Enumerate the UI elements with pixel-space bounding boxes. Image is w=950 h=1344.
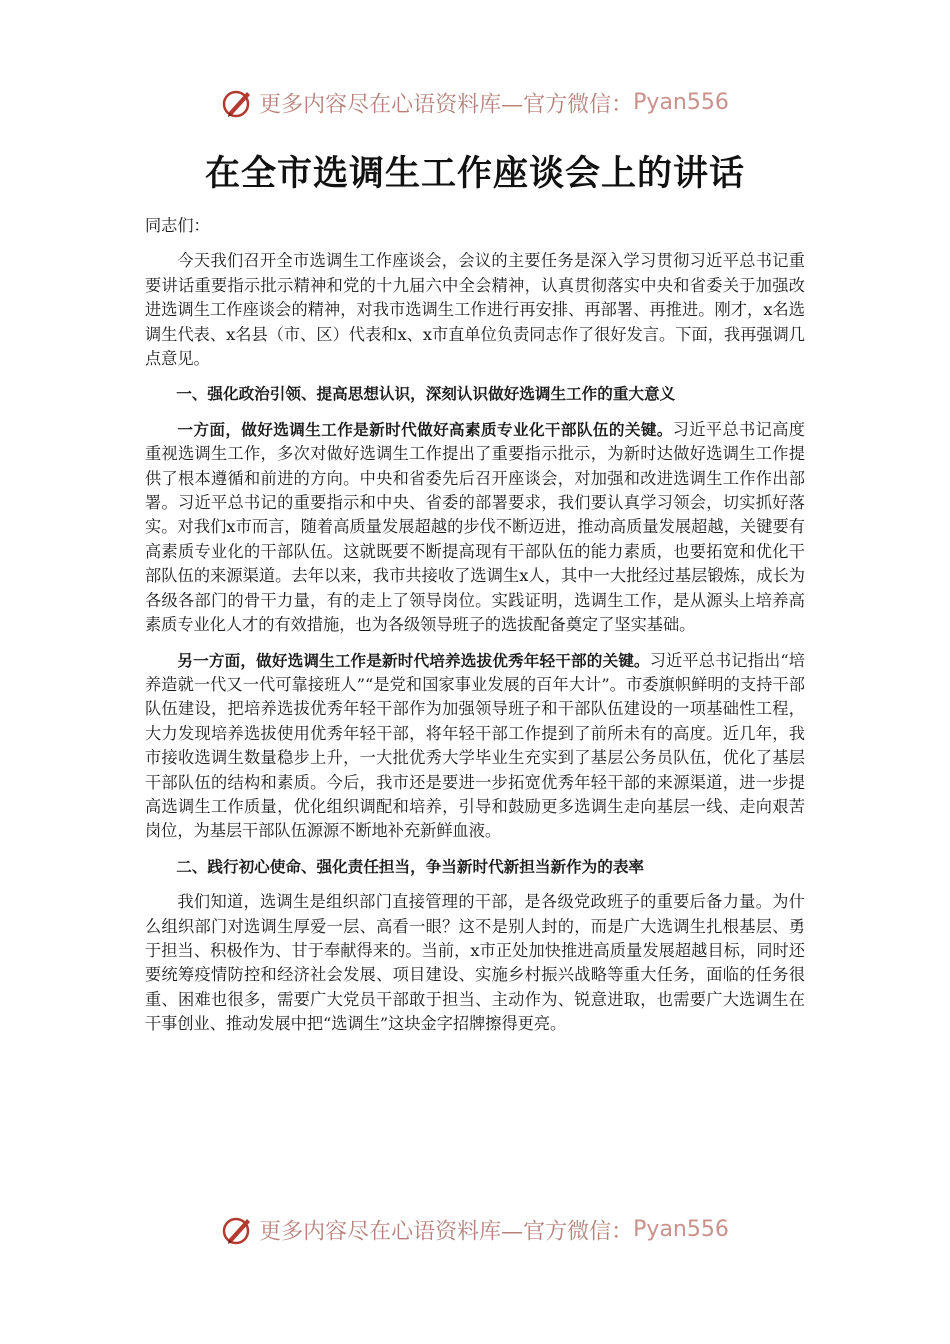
paragraph-1-lead: 一方面，做好选调生工作是新时代做好高素质专业化干部队伍的关键。 [177, 420, 673, 439]
paragraph-1 [145, 418, 805, 638]
watermark-text: 更多内容尽在心语资料库—官方微信： [259, 1219, 634, 1245]
document-title: 在全市选调生工作座谈会上的讲话 [204, 154, 745, 194]
paragraph-2-body: 习近平总书记指出“培养造就一代又一代可靠接班人”“是党和国家事业发展的百年大计”。市委旗帜鲜明的支持干部队伍建设，把培养选拔优秀年轻干部作为加强领导班子和干部队伍建设的一项基础性工程，大力发现培养选拔使用优秀年轻干部，将年轻干部工作提到了前所未有的高度。近几年，我市接收选调生数量稳步上升，一大批优秀大学毕业生充实到了基层公务员队伍，优化了基层干部队伍的结构和素质。今后，我市还是要进一步拓宽优秀年轻干部的来源渠道，进一步提高选调生工作质量，优化组织调配和培养，引导和鼓励更多选调生走向基层一线、走向艰苦岗位，为基层干部队伍源源不断地补充新鲜血液。 [145, 650, 805, 841]
footer-watermark [0, 1213, 950, 1247]
section-heading-2: 二、践行初心使命、强化责任担当，争当新时代新担当新作为的表率 [176, 857, 645, 876]
paragraph-1-body: 习近平总书记高度重视选调生工作，多次对做好选调生工作提出了重要指示批示，为新时达做好选调生工作提供了根本遵循和前进的方向。中央和省委先后召开座谈会，对加强和改进选调生工作作出部署。习近平总书记的重要指示和中央、省委的部署要求，我们要认真学习领会，切实抓好落实。对我们x市而言，随着高质量发展超越的步伐不断迈进，推动高质量发展超越，关键要有高素质专业化的干部队伍。这就既要不断提高现有干部队伍的能力素质，也要拓宽和优化干部队伍的来源渠道。去年以来，我市共接收了选调生x人，其中一大批经过基层锻炼，成长为各级各部门的骨干力量，有的走上了领导岗位。实践证明，选调生工作，是从源头上培养高素质专业化人才的有效措施，也为各级领导班子的选拔配备奠定了坚实基础。 [145, 419, 805, 635]
watermark-wechat-id: Pyan556 [633, 90, 729, 115]
header-watermark [0, 86, 950, 120]
pen-logo-icon [221, 1213, 255, 1247]
section-heading-1: 一、强化政治引领、提高思想认识，深刻认识做好选调生工作的重大意义 [176, 385, 676, 404]
watermark-wechat-id: Pyan556 [633, 1217, 729, 1242]
greeting: 同志们： [145, 216, 210, 235]
document-body [145, 214, 805, 1048]
pen-logo-icon [221, 86, 255, 120]
paragraph-2 [145, 649, 805, 844]
paragraph-3: 我们知道，选调生是组织部门直接管理的干部，是各级党政班子的重要后备力量。为什么组织部门对选调生厚爱一层、高看一眼？这不是别人封的，而是广大选调生扎根基层、勇于担当、积极作为、甘于奉献得来的。当前，x市正处加快推进高质量发展超越目标，同时还要统筹疫情防控和经济社会发展、项目建设、实施乡村振兴战略等重大任务，面临的任务很重、困难也很多，需要广大党员干部敢于担当、主动作为、锐意进取，也需要广大选调生在干事创业、推动发展中把“选调生”这块金字招牌擦得更亮。 [145, 892, 805, 1034]
paragraph-2-lead: 另一方面，做好选调生工作是新时代培养选拔优秀年轻干部的关键。 [177, 651, 650, 670]
intro-paragraph: 今天我们召开全市选调生工作座谈会，会议的主要任务是深入学习贯彻习近平总书记重要讲话重要指示批示精神和党的十九届六中全会精神，认真贯彻落实中央和省委关于加强改进选调生工作座谈会的精神，对我市选调生工作进行再安排、再部署、再推进。刚才，x名选调生代表、x名县（市、区）代表和x、x市直单位负责同志作了很好发言。下面，我再强调几点意见。 [145, 251, 805, 369]
watermark-text: 更多内容尽在心语资料库—官方微信： [259, 92, 634, 118]
